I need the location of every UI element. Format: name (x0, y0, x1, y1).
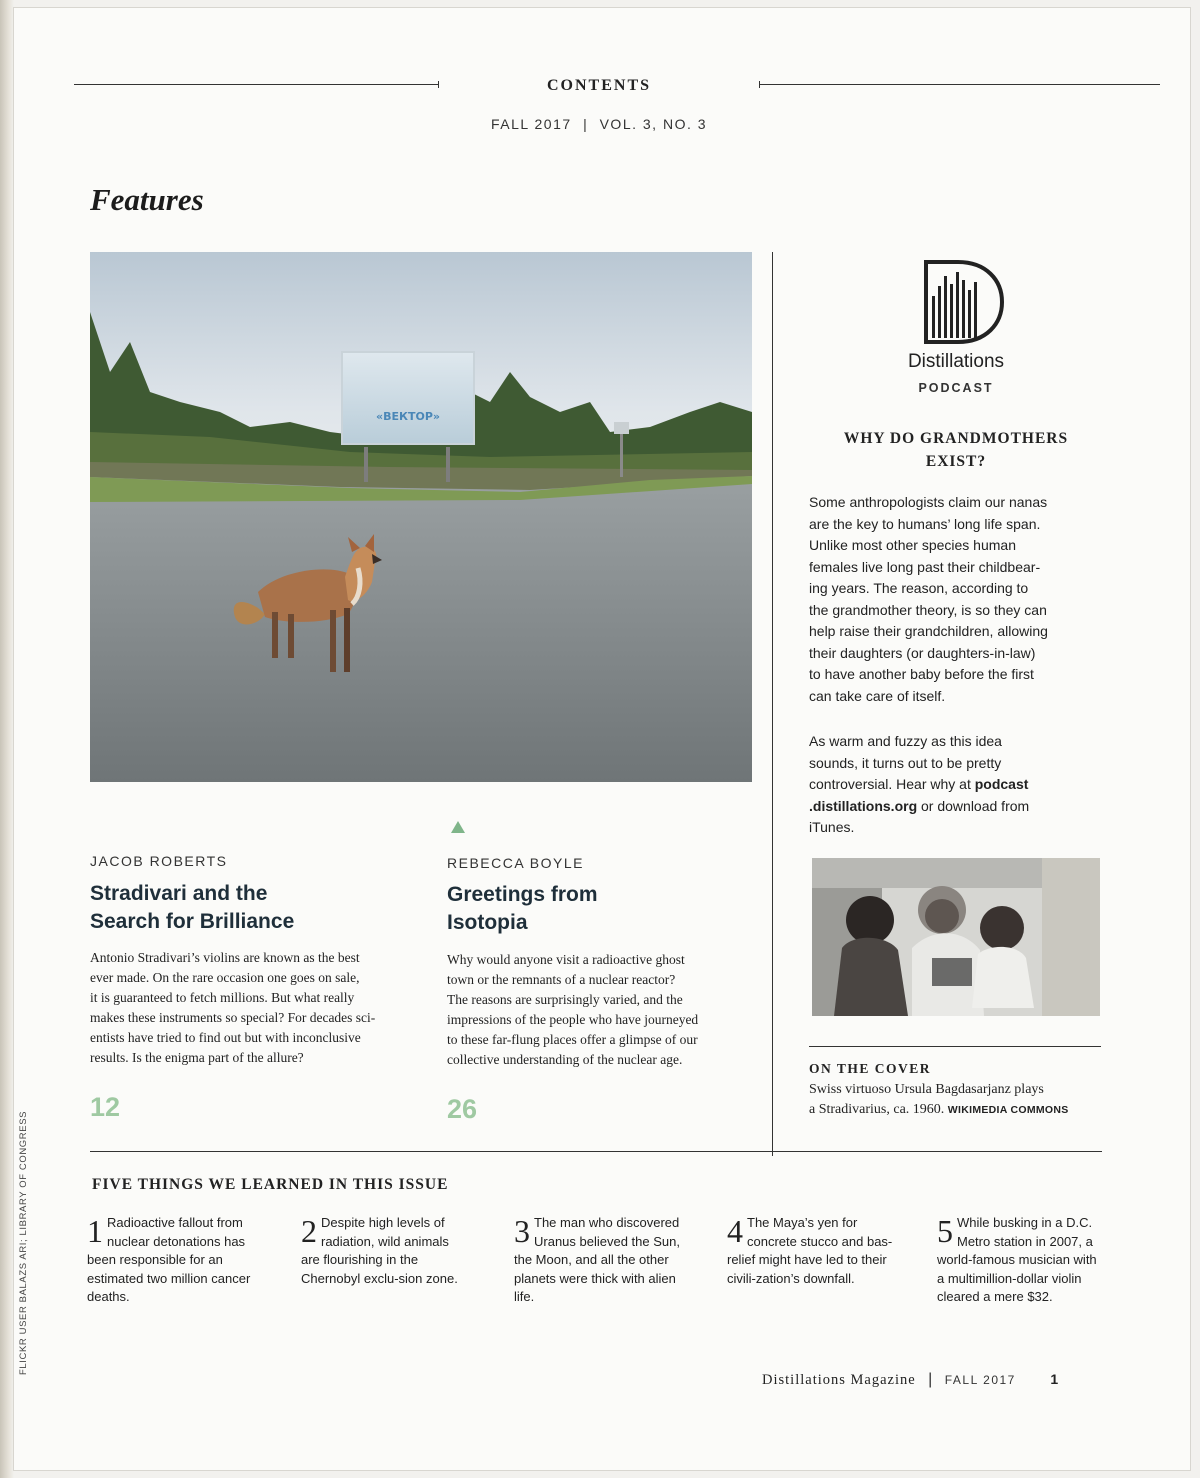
podcast-paragraph-2: As warm and fuzzy as this idea sounds, it turns out to be pretty controversial. Hear why at podcast .distillations.org or download from iTunes. (809, 731, 1105, 839)
itunes-link[interactable]: iTunes. (809, 819, 855, 835)
footer: Distillations Magazine | FALL 2017 1 (762, 1371, 1059, 1388)
article-2-page-number[interactable]: 26 (447, 1094, 478, 1124)
fact-4: 4 The Maya’s yen for concrete stucco and bas-relief might have led to their civili-zation’s downfall. (727, 1213, 893, 1286)
issue-season: FALL 2017 (490, 116, 572, 132)
fact-3: 3 The man who discovered Uranus believed the Sun, the Moon, and all the other planets were thick with alien life. (514, 1213, 680, 1304)
features-heading: Features (90, 182, 204, 217)
podcast-name: Distillations (907, 351, 1005, 372)
footer-page-number: 1 (1050, 1371, 1059, 1387)
article-2-blurb: Why would anyone visit a radioactive ghost town or the remnants of a nuclear reactor? The reasons are surprisingly varied, and the impressions of the people who have journeyed to these far-flung places offer a glimpse of our collective understanding of the nuclear age. (447, 952, 699, 1067)
issue-volume: VOL. 3, NO. 3 (599, 116, 708, 132)
sidebar-divider (772, 252, 773, 1156)
fact-3-number: 3 (514, 1213, 530, 1249)
article-2-title[interactable]: Greetings from Isotopia (447, 883, 598, 934)
cover-label: ON THE COVER (809, 1061, 932, 1076)
footer-magazine: Distillations Magazine (762, 1372, 916, 1388)
article-1-page-number[interactable]: 12 (90, 1092, 121, 1122)
cover-rule (809, 1046, 1101, 1047)
article-1-title[interactable]: Stradivari and the Search for Brilliance (90, 882, 295, 933)
triangle-marker-icon (451, 821, 465, 833)
podcast-paragraph-1: Some anthropologists claim our nanas are the key to humans’ long life span. Unlike most other species human females live long past their childbear- ing years. The reason, according to the grandmother theory, is so they can help raise their grandchildren, allowing their daughters (or daughters-in-law) to have another baby before the first can take care of itself. (809, 494, 1048, 704)
feature-photo-fox (90, 252, 752, 782)
cover-caption: Swiss virtuoso Ursula Bagdasarjanz plays a Stradivarius, ca. 1960. WIKIMEDIA COMMONS (809, 1082, 1069, 1117)
header-rule-right (760, 84, 1160, 85)
page-edge (0, 0, 14, 1478)
article-2-author: REBECCA BOYLE (447, 855, 584, 871)
distillations-logo-icon (920, 256, 1006, 346)
cover-credit: WIKIMEDIA COMMONS (947, 1104, 1069, 1116)
fact-1: 1 Radioactive fallout from nuclear detonations has been responsible for an estimated two million cancer deaths. (87, 1213, 251, 1304)
header-rule-left (74, 84, 438, 85)
five-things-heading: FIVE THINGS WE LEARNED IN THIS ISSUE (92, 1176, 449, 1193)
podcast-link-part-2[interactable]: .distillations.org (809, 797, 918, 814)
cover-photo (812, 858, 1100, 1016)
footer-season: FALL 2017 (944, 1373, 1016, 1387)
podcast-label: PODCAST (918, 381, 994, 395)
photo-credit-vertical: FLICKR USER BALAZS ARI; LIBRARY OF CONGRESS (18, 1110, 29, 1375)
fact-5: 5 While busking in a D.C. Metro station in 2007, a world-famous musician with a multimillion-dollar violin cleared a mere $32. (937, 1213, 1097, 1304)
fact-2: 2 Despite high levels of radiation, wild animals are flourishing in the Chernobyl exclu-sion zone. (301, 1213, 458, 1286)
grandmother-children-illustration (812, 858, 1100, 1016)
fact-1-number: 1 (87, 1213, 103, 1249)
contents-title: CONTENTS (546, 77, 652, 94)
fact-2-number: 2 (301, 1213, 317, 1249)
article-1-author: JACOB ROBERTS (90, 853, 228, 869)
sign-text: «ВЕКТОР» (375, 410, 441, 423)
fact-5-number: 5 (937, 1213, 953, 1249)
fox-road-illustration (90, 252, 752, 782)
podcast-link-part-1[interactable]: podcast (974, 776, 1029, 792)
fact-4-number: 4 (727, 1213, 743, 1249)
magazine-page (14, 8, 1190, 1470)
issue-line: FALL 2017 | VOL. 3, NO. 3 (490, 116, 708, 132)
article-1-blurb: Antonio Stradivari’s violins are known as the best ever made. On the rare occasion one goes on sale, it is guaranteed to fetch millions. But what really makes these instruments so special? For decades sci- entists have tried to find out but with inconclusive results. Is the enigma part of the allure? (90, 950, 376, 1065)
svg-text:D: D (920, 256, 921, 257)
five-things-rule (90, 1151, 1102, 1152)
podcast-question: WHY DO GRANDMOTHERS EXIST? (843, 430, 1069, 470)
